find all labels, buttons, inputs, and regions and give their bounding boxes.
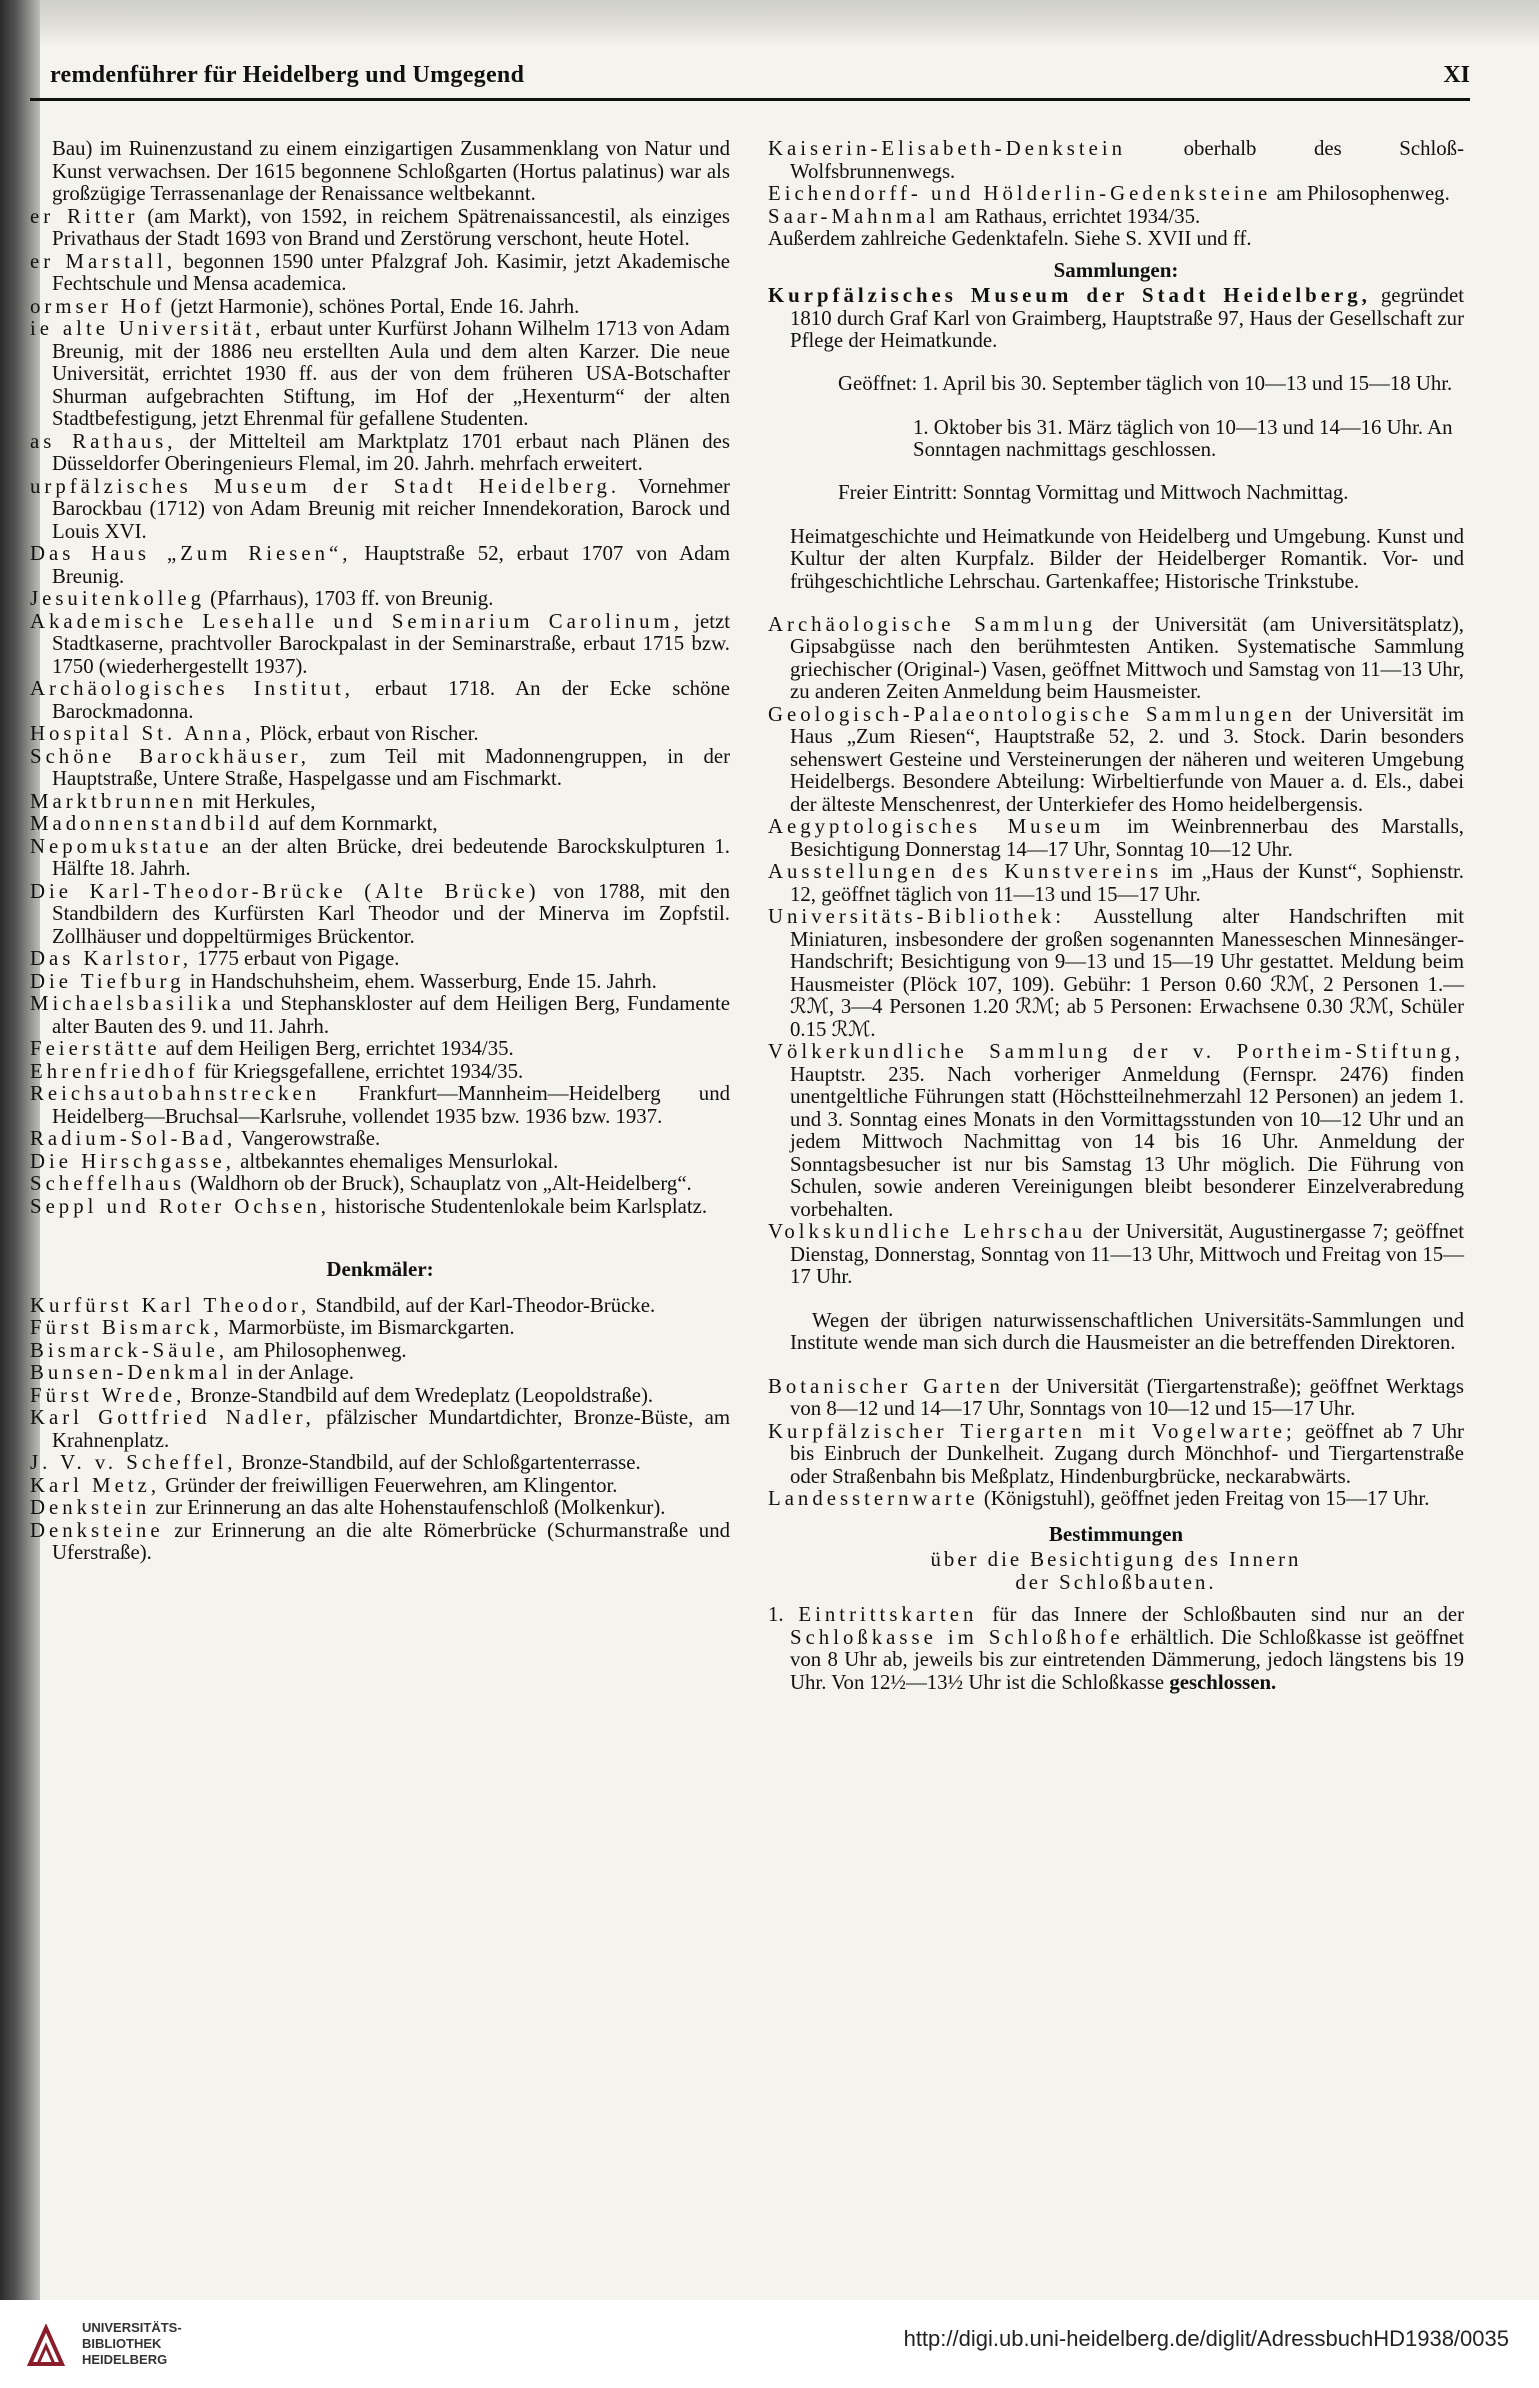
monument-entry <box>30 1385 730 1408</box>
sight-entry <box>30 971 730 994</box>
page-number: XI <box>1443 62 1470 88</box>
sight-entry-title: Seppl und Roter Ochsen, <box>30 1194 330 1218</box>
sight-entry-title: er Marstall, <box>30 249 177 273</box>
sight-entry-title: Schöne Barockhäuser, <box>30 744 310 768</box>
monument-entry <box>30 1497 730 1520</box>
sight-entry-title: Die Hirschgasse, <box>30 1149 235 1173</box>
garden-entry <box>768 1421 1464 1489</box>
memorial-entry-text: oberhalb des Schloß-Wolfsbrunnenwegs. <box>790 137 1464 183</box>
collection-entry <box>768 614 1464 704</box>
monument-entry <box>30 1407 730 1452</box>
sight-entry-title: Archäologisches Institut, <box>30 677 354 700</box>
sight-entry <box>30 251 730 296</box>
collection-entry <box>768 704 1464 817</box>
regulation-item <box>768 1604 1464 1694</box>
sight-entry-text: mit Herkules, <box>196 789 316 813</box>
sight-entry <box>30 1038 730 1061</box>
museum-name: Kurpfälzisches Museum der Stadt Heidelberg, <box>768 284 1371 307</box>
sight-entry-text: zum Teil mit Madonnengruppen, in der Hauptstraße, Untere Straße, Haspelgasse und am Fischmarkt. <box>52 744 730 790</box>
sight-entry-text: begonnen 1590 unter Pfalzgraf Joh. Kasimir, jetzt Akademische Fechtschule und Mensa academica. <box>52 249 730 295</box>
memorial-entry-text: am Philosophenweg. <box>1271 182 1450 205</box>
monument-entry-text: Bronze-Standbild auf dem Wredeplatz (Leopoldstraße). <box>185 1383 654 1407</box>
garden-entry-title: Landessternwarte <box>768 1487 979 1511</box>
sight-entry <box>30 138 730 206</box>
sight-entry-text: Bau) im Ruinenzustand zu einem einzigartigen Zusammenklang von Natur und Kunst verwachsen. Der 1615 begonnene Schloßgarten (Hortus palatinus) war als großzügige Terrassenanlage der Renaissance weltbekannt. <box>52 137 730 205</box>
sight-entry-text: in Handschuhsheim, ehem. Wasserburg, Ende 15. Jahrh. <box>184 969 657 993</box>
sight-entry <box>30 993 730 1038</box>
regulation-text-2: erhältlich. Die Schloßkasse ist geöffnet von 8 Uhr ab, jeweils bis zur eintretenden Dämmerung, jedoch längstens bis 19 Uhr. Von 12½—13½ Uhr ist die Schloßkasse <box>790 1625 1464 1694</box>
monument-entry-title: Fürst Wrede, <box>30 1383 186 1407</box>
running-header <box>30 60 1470 100</box>
sight-entry-title: Reichsautobahnstrecken <box>30 1082 321 1105</box>
sight-entry-text: (Pfarrhaus), 1703 ff. von Breunig. <box>204 587 494 610</box>
garden-entry <box>768 1376 1464 1421</box>
sight-entry-title: Ehrenfriedhof <box>30 1059 199 1083</box>
sight-entry <box>30 431 730 476</box>
library-name-line: HEIDELBERG <box>82 2352 168 2367</box>
sight-entry-title: er Ritter <box>30 204 139 228</box>
sight-entry <box>30 296 730 319</box>
monument-entry-title: J. V. v. Scheffel, <box>30 1451 237 1474</box>
memorial-entry-title: Kaiserin-Elisabeth-Denkstein <box>768 137 1127 160</box>
gardens-list <box>768 1376 1464 1511</box>
collection-entry-title: Universitäts-Bibliothek: <box>768 905 1066 929</box>
sight-entry <box>30 836 730 881</box>
monument-entry <box>30 1452 730 1475</box>
sight-entry-title: Die Tiefburg <box>30 969 185 993</box>
sight-entry <box>30 791 730 814</box>
collection-entry <box>768 1221 1464 1289</box>
collection-entry-text: der Universität, Augustinergasse 7; geöffnet Dienstag, Donnerstag, Sonntag von 11—13 Uhr, Mittwoch und Freitag von 15—17 Uhr. <box>790 1220 1464 1289</box>
memorial-entry <box>768 183 1464 206</box>
museum-free-entry: Freier Eintritt: Sonntag Vormittag und Mittwoch Nachmittag. <box>838 481 1349 505</box>
monument-entry-text: Gründer der freiwilligen Feuerwehren, am Klingentor. <box>160 1473 618 1497</box>
sight-entry-text: (Waldhorn ob der Bruck), Schauplatz von „Alt-Heidelberg“. <box>185 1172 692 1195</box>
memorial-entry-text: Außerdem zahlreiche Gedenktafeln. Siehe S. XVII und ff. <box>768 227 1252 250</box>
regulation-term: Eintrittskarten <box>798 1603 978 1627</box>
sight-entry-text: 1775 erbaut von Pigage. <box>192 947 400 970</box>
collections-list <box>768 614 1464 1289</box>
monument-entry-title: Denkstein <box>30 1496 151 1519</box>
monument-entry <box>30 1362 730 1385</box>
sight-entry-text: der Mittelteil am Marktplatz 1701 erbaut nach Plänen des Düsseldorfer Oberingenieurs Flemal, im 20. Jahrh. mehrfach erweitert. <box>52 429 730 475</box>
sight-entry-text: altbekanntes ehemaliges Mensurlokal. <box>234 1149 559 1173</box>
monument-entry-title: Denksteine <box>30 1518 164 1542</box>
collection-entry <box>768 816 1464 861</box>
sight-entry <box>30 948 730 971</box>
collection-entry-text: im „Haus der Kunst“, Sophienstr. 12, geöffnet täglich von 11—13 und 15—17 Uhr. <box>790 860 1464 906</box>
sight-entry-title: Das Karlstor, <box>30 947 193 970</box>
sight-entry-title: Madonnenstandbild <box>30 812 264 835</box>
museum-hours-summer: Geöffnet: 1. April bis 30. September täglich von 10—13 und 15—18 Uhr. <box>838 372 1453 396</box>
memorial-entry <box>768 206 1464 229</box>
sight-entry-text: (am Markt), von 1592, in reichem Spätrenaissancestil, als einziges Privathaus der Stadt 1693 von Brand und Zerstörung verschont, heute Hotel. <box>52 204 731 250</box>
sight-entry-text: jetzt Stadtkaserne, prachtvoller Barockpalast in der Seminarstraße, erbaut 1715 bzw. 1750 (wiederhergestellt 1937). <box>52 609 730 678</box>
sight-entry-text: an der alten Brücke, drei bedeutende Barockskulpturen 1. Hälfte 18. Jahrh. <box>52 834 730 880</box>
garden-entry-text: geöffnet ab 7 Uhr bis Einbruch der Dunkelheit. Zugang durch Mönchhof- und Tiergartenstraße oder Straßenbahn bis Meßplatz, Hindenburgbrücke, neckarabwärts. <box>790 1419 1464 1488</box>
monument-entry <box>30 1475 730 1498</box>
sight-entry-title: Die Karl-Theodor-Brücke (Alte Brücke) <box>30 879 540 903</box>
monument-entry-text: pfälzischer Mundartdichter, Bronze-Büste, am Krahnenplatz. <box>52 1406 730 1452</box>
memorial-entry-title: Eichendorff- und Hölderlin-Gedenksteine <box>768 182 1272 205</box>
header-rule <box>30 98 1470 101</box>
sight-entry-text: Vornehmer Barockbau (1712) von Adam Breunig mit reicher Innendekoration, Barock und Louis XVI. <box>52 474 730 543</box>
sight-entry <box>30 723 730 746</box>
library-logo-icon <box>26 2324 66 2368</box>
sight-entry-text: Frankfurt—Mannheim—Heidelberg und Heidelberg—Bruchsal—Karlsruhe, vollendet 1935 bzw. 1936 bzw. 1937. <box>52 1082 730 1128</box>
sight-entry <box>30 206 730 251</box>
monument-entry-text: am Philosophenweg. <box>228 1338 407 1362</box>
sight-entry-text: auf dem Kornmarkt, <box>263 812 438 835</box>
collection-entry-text: Hauptstr. 235. Nach vorheriger Anmeldung (Fernspr. 2476) finden unentgeltliche Führungen statt (Höchstteilnehmerzahl 12 Personen) an jedem 1. und 3. Sonntag eines Monats in den Vormittagsstunden von 10—12 Uhr und an jedem Mittwoch Nachmittag von 14 bis 16 Uhr. Anmeldung der Sonntagsbesucher ist nur bis Samstag 13 Uhr möglich. Die Führung von Schulen, sowie anderen Vereinigungen bleibt besonderer Einzelverabredung vorbehalten. <box>790 1062 1464 1221</box>
collection-entry-title: Geologisch-Palaeontologische Sammlungen <box>768 702 1296 726</box>
monument-entry-text: Marmorbüste, im Bismarckgarten. <box>222 1316 515 1339</box>
sight-entry-title: ie alte Universität, <box>30 317 265 340</box>
sight-entry <box>30 1173 730 1196</box>
sight-entry <box>30 746 730 791</box>
collection-entry-text: im Weinbrennerbau des Marstalls, Besichtigung Donnerstag 14—17 Uhr, Sonntag 10—12 Uhr. <box>790 815 1464 861</box>
sight-entry-title: Michaelsbasilika <box>30 992 235 1015</box>
sight-entry-text: erbaut unter Kurfürst Johann Wilhelm 1713 von Adam Breunig, mit der 1886 neu erstellten Aula und dem alten Karzer. Die neue Universität, errichtet 1930 ff. aus der von dem früheren USA-Botschafter Shurman aufgebrachten Stiftung, im Hof der „Hexenturm“ der alten Stadtbefestigung, jetzt Ehrenmal für gefallene Studenten. <box>52 317 730 430</box>
sight-entry <box>30 1061 730 1084</box>
monument-entry <box>30 1295 730 1318</box>
sight-entry <box>30 1083 730 1128</box>
monument-entry-title: Bismarck-Säule, <box>30 1338 229 1362</box>
regulation-number: 1. <box>768 1603 799 1627</box>
sight-entry-title: Marktbrunnen <box>30 789 197 813</box>
museum-entry <box>768 285 1464 353</box>
footer-bar <box>0 2300 1539 2388</box>
memorial-entry <box>768 138 1464 183</box>
right-column <box>768 138 1464 1694</box>
sight-entry-title: Feierstätte <box>30 1037 161 1060</box>
sight-entry-text: auf dem Heiligen Berg, errichtet 1934/35. <box>160 1037 514 1060</box>
sight-entry-text: Plöck, erbaut von Rischer. <box>254 722 479 745</box>
museum-text: gegründet 1810 durch Graf Karl von Graimberg, Hauptstraße 97, Haus der Gesellschaft zur Pflege der Heimatkunde. <box>790 284 1464 352</box>
monument-entry-text: in der Anlage. <box>231 1361 354 1384</box>
sammlungen-heading: Sammlungen: <box>1053 257 1179 282</box>
bestimmungen-subtitle-2: der Schloßbauten. <box>1015 1570 1217 1594</box>
sight-entry-title: as Rathaus, <box>30 429 177 453</box>
garden-entry <box>768 1488 1464 1511</box>
regulation-place: Schloßkasse im Schloßhofe <box>790 1625 1124 1649</box>
sight-entry <box>30 588 730 611</box>
garden-entry-title: Kurpfälzischer Tiergarten mit Vogelwarte; <box>768 1419 1296 1443</box>
sight-entry <box>30 543 730 588</box>
collection-entry-title: Volkskundliche Lehrschau <box>768 1220 1087 1244</box>
monument-entry-text: Standbild, auf der Karl-Theodor-Brücke. <box>310 1293 656 1317</box>
collection-entry-text: Ausstellung alter Handschriften mit Miniaturen, insbesondere der großen sogenannten Manesseschen Minnesänger-Handschrift; Besichtigung von 9—13 und 15—19 Uhr gestattet. Meldung beim Hausmeister (Plöck 107, 109). Gebühr: 1 Person 0.60 ℛℳ, 2 Personen 1.— ℛℳ, 3—4 Personen 1.20 ℛℳ; ab 5 Personen: Erwachsene 0.30 ℛℳ, Schüler 0.15 ℛℳ. <box>790 905 1464 1041</box>
sight-entry-text: und Stephanskloster auf dem Heiligen Berg, Fundamente alter Bauten des 9. und 11. Jahrh. <box>52 992 730 1038</box>
monument-entry <box>30 1520 730 1565</box>
collection-entry-title: Ausstellungen des Kunstvereins <box>768 860 1163 884</box>
sight-entry <box>30 318 730 431</box>
garden-entry-title: Botanischer Garten <box>768 1374 1004 1398</box>
sight-entry-title: Das Haus „Zum Riesen“, <box>30 542 352 565</box>
regulation-closed: geschlossen. <box>1169 1670 1277 1694</box>
header-title: remdenführer für Heidelberg und Umgegend <box>50 62 525 88</box>
memorial-entry <box>768 228 1464 251</box>
sight-entry-title: Scheffelhaus <box>30 1172 186 1195</box>
memorial-entry-title: Saar-Mahnmal <box>768 204 940 228</box>
library-name <box>82 2320 182 2368</box>
sight-entry <box>30 1128 730 1151</box>
sight-entry-title: Nepomukstatue <box>30 834 213 858</box>
sight-entry-text: Vangerowstraße. <box>236 1127 381 1150</box>
left-column <box>30 138 730 1565</box>
monument-entry-title: Karl Gottfried Nadler, <box>30 1406 315 1429</box>
sight-entry <box>30 476 730 544</box>
monument-entry-title: Kurfürst Karl Theodor, <box>30 1293 311 1317</box>
regulation-text-1: für das Innere der Schloßbauten sind nur an der <box>977 1603 1464 1627</box>
collection-entry <box>768 1041 1464 1221</box>
collection-entry-title: Völkerkundliche Sammlung der v. Portheim-Stiftung, <box>768 1040 1464 1064</box>
monument-entry-text: zur Erinnerung an das alte Hohenstaufenschloß (Molkenkur). <box>150 1496 666 1519</box>
monument-entry <box>30 1340 730 1363</box>
monument-entry <box>30 1317 730 1340</box>
sight-entry-text: erbaut 1718. An der Ecke schöne Barockmadonna. <box>52 677 730 723</box>
sight-entry-title: Akademische Lesehalle und Seminarium Carolinum, <box>30 609 683 633</box>
collections-note: Wegen der übrigen naturwissenschaftlichen Universitäts-Sammlungen und Institute wende man sich durch die Hausmeister an die betreffenden Direktoren. <box>790 1308 1464 1355</box>
collection-entry <box>768 861 1464 906</box>
denkmaeler-heading: Denkmäler: <box>326 1257 434 1281</box>
museum-hours-winter: 1. Oktober bis 31. März täglich von 10—13 und 14—16 Uhr. An Sonntagen nachmittags geschlossen. <box>913 415 1453 462</box>
collection-entry-text: der Universität im Haus „Zum Riesen“, Hauptstraße 52, 2. und 3. Stock. Darin besonders sehenswert Gesteine und Versteinerungen der näheren und weiteren Umgebung Heidelbergs. Besondere Abteilung: Wirbeltierfunde von Mauer a. d. Els., dabei der älteste Menschenrest, der Unterkiefer des Homo heidelbergensis. <box>790 702 1464 816</box>
monument-entry-title: Fürst Bismarck, <box>30 1316 223 1339</box>
sight-entry-text: von 1788, mit den Standbildern des Kurfürsten Karl Theodor und der Minerva im Zopfstil. Zollhäuser und doppeltürmiges Brückentor. <box>52 879 731 948</box>
page-top-shadow <box>0 0 1539 46</box>
monuments-list <box>30 1295 730 1565</box>
garden-entry-text: (Königstuhl), geöffnet jeden Freitag von 15—17 Uhr. <box>978 1487 1430 1511</box>
sights-list <box>30 138 730 1218</box>
sight-entry <box>30 1151 730 1174</box>
sight-entry <box>30 881 730 949</box>
sight-entry-text: für Kriegsgefallene, errichtet 1934/35. <box>198 1059 524 1083</box>
monument-entry-text: zur Erinnerung an die alte Römerbrücke (Schurmanstraße und Uferstraße). <box>52 1518 730 1564</box>
collection-entry-text: der Universität (am Universitätsplatz), Gipsabgüsse nach den berühmtesten Antiken. Systematische Sammlung griechischer (Original-) Vasen, geöffnet Mittwoch und Samstag von 11—13 Uhr, zu anderen Zeiten Anmeldung beim Hausmeister. <box>790 612 1464 704</box>
monument-entry-text: Bronze-Standbild, auf der Schloßgartenterrasse. <box>236 1451 641 1474</box>
sight-entry-title: Jesuitenkolleg <box>30 587 205 610</box>
memorial-entry-text: am Rathaus, errichtet 1934/35. <box>939 204 1201 228</box>
monument-entry-title: Karl Metz, <box>30 1473 161 1497</box>
sight-entry-title: ormser Hof <box>30 294 166 318</box>
sight-entry-text: (jetzt Harmonie), schönes Portal, Ende 16. Jahrh. <box>165 294 580 318</box>
sight-entry-title: urpfälzisches Museum der Stadt Heidelberg. <box>30 474 621 498</box>
collection-entry <box>768 906 1464 1041</box>
memorials-list <box>768 138 1464 251</box>
collection-entry-title: Aegyptologisches Museum <box>768 815 1105 839</box>
bestimmungen-heading: Bestimmungen <box>1048 1521 1184 1546</box>
sight-entry-text: historische Studentenlokale beim Karlsplatz. <box>329 1194 708 1218</box>
source-url-link[interactable]: http://digi.ub.uni-heidelberg.de/diglit/AdressbuchHD1938/0035 <box>903 2326 1509 2351</box>
sight-entry <box>30 678 730 723</box>
library-name-line: BIBLIOTHEK <box>82 2336 162 2351</box>
garden-entry-text: der Universität (Tiergartenstraße); geöffnet Werktags von 8—12 und 14—17 Uhr, Sonntags von 10—12 und 15—17 Uhr. <box>790 1374 1464 1421</box>
sight-entry-text: Hauptstraße 52, erbaut 1707 von Adam Breunig. <box>52 542 730 588</box>
library-name-line: UNIVERSITÄTS- <box>82 2320 182 2335</box>
sight-entry <box>30 813 730 836</box>
museum-description: Heimatgeschichte und Heimatkunde von Heidelberg und Umgebung. Kunst und Kultur der alten Kurpfalz. Bilder der Heidelberger Romantik. Vor- und frühgeschichtliche Lehrschau. Gartenkaffee; Historische Trinkstube. <box>790 524 1464 593</box>
sight-entry <box>30 1196 730 1219</box>
bestimmungen-subtitle-1: über die Besichtigung des Innern <box>930 1548 1302 1572</box>
sight-entry-title: Radium-Sol-Bad, <box>30 1127 237 1150</box>
sight-entry <box>30 611 730 679</box>
monument-entry-title: Bunsen-Denkmal <box>30 1361 232 1384</box>
sight-entry-title: Hospital St. Anna, <box>30 722 255 745</box>
collection-entry-title: Archäologische Sammlung <box>768 612 1097 636</box>
